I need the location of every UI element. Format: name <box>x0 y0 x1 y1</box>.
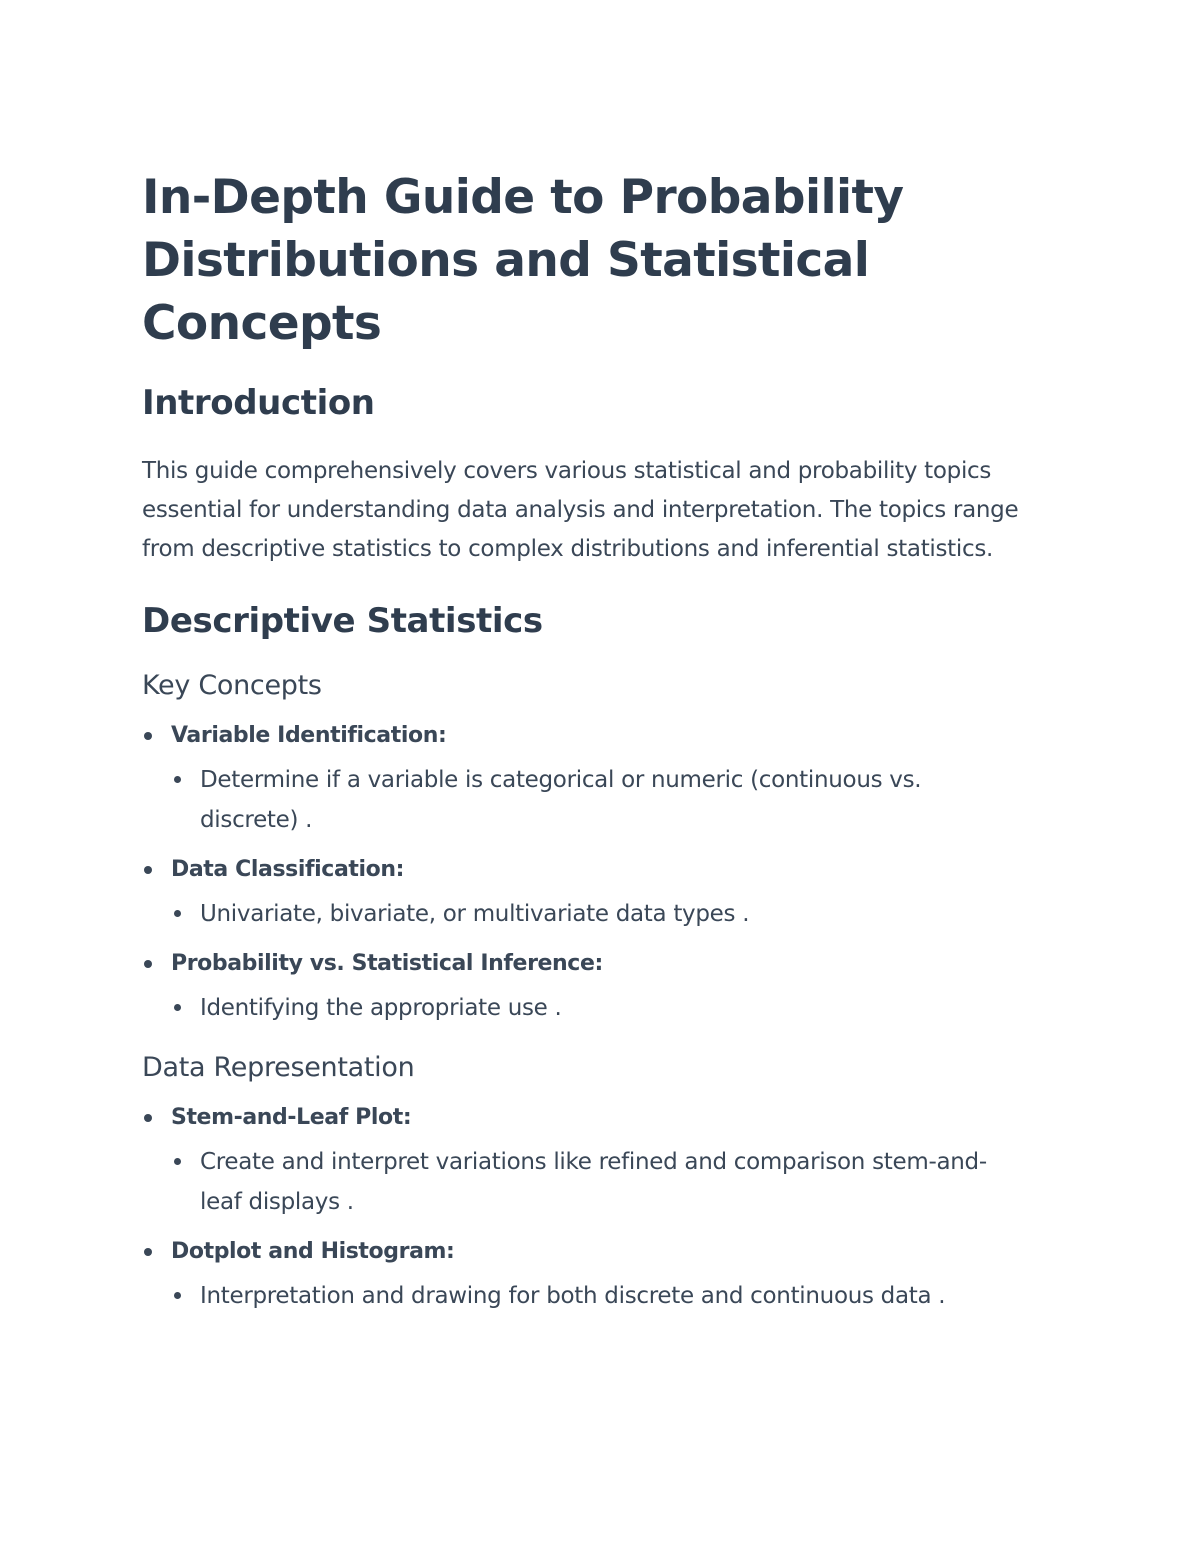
bullet-icon <box>174 1158 181 1165</box>
list-item-label: Data Classification: <box>171 857 405 882</box>
bullet-icon <box>174 776 181 783</box>
bullet-icon <box>144 866 152 874</box>
bullet-icon <box>174 1292 181 1299</box>
bullet-icon <box>174 910 181 917</box>
document-page <box>142 166 1042 1326</box>
key-concepts-list <box>142 716 1042 1028</box>
key-concepts-heading: Key Concepts <box>142 670 322 701</box>
sub-list <box>171 894 1042 934</box>
bullet-icon <box>144 1248 152 1256</box>
list-item-label: Probability vs. Statistical Inference: <box>171 951 603 976</box>
list-item <box>142 1098 1042 1222</box>
sub-list <box>171 1276 1042 1316</box>
bullet-icon <box>174 1004 181 1011</box>
list-item-label: Stem-and-Leaf Plot: <box>171 1105 412 1130</box>
bullet-icon <box>144 1114 152 1122</box>
sub-list <box>171 1142 1042 1222</box>
descriptive-statistics-heading: Descriptive Statistics <box>142 601 543 641</box>
data-representation-list <box>142 1098 1042 1316</box>
sub-list-item-text: Create and interpret variations like refined and comparison stem-and-leaf displays . <box>200 1149 987 1215</box>
bullet-icon <box>144 732 152 740</box>
sub-list-item <box>171 1142 1042 1222</box>
list-item-label: Dotplot and Histogram: <box>171 1239 455 1264</box>
bullet-icon <box>144 960 152 968</box>
sub-list <box>171 760 1042 840</box>
sub-list-item-text: Interpretation and drawing for both discrete and continuous data . <box>200 1283 946 1309</box>
sub-list-item <box>171 1276 1042 1316</box>
document-title: In-Depth Guide to Probability Distributions and Statistical Concepts <box>142 170 904 351</box>
introduction-heading: Introduction <box>142 383 375 423</box>
introduction-paragraph: This guide comprehensively covers various statistical and probability topics essential for understanding data analysis and interpretation. The topics range from descriptive statistics to complex distributions and inferential statistics. <box>142 458 1019 562</box>
list-item <box>142 944 1042 1028</box>
sub-list-item <box>171 894 1042 934</box>
list-item <box>142 1232 1042 1316</box>
sub-list-item <box>171 988 1042 1028</box>
sub-list-item-text: Identifying the appropriate use . <box>200 995 562 1021</box>
list-item <box>142 850 1042 934</box>
sub-list-item-text: Determine if a variable is categorical or numeric (continuous vs. discrete) . <box>200 767 922 833</box>
sub-list <box>171 988 1042 1028</box>
sub-list-item <box>171 760 1042 840</box>
sub-list-item-text: Univariate, bivariate, or multivariate data types . <box>200 901 750 927</box>
list-item <box>142 716 1042 840</box>
list-item-label: Variable Identification: <box>171 723 447 748</box>
data-representation-heading: Data Representation <box>142 1052 415 1083</box>
